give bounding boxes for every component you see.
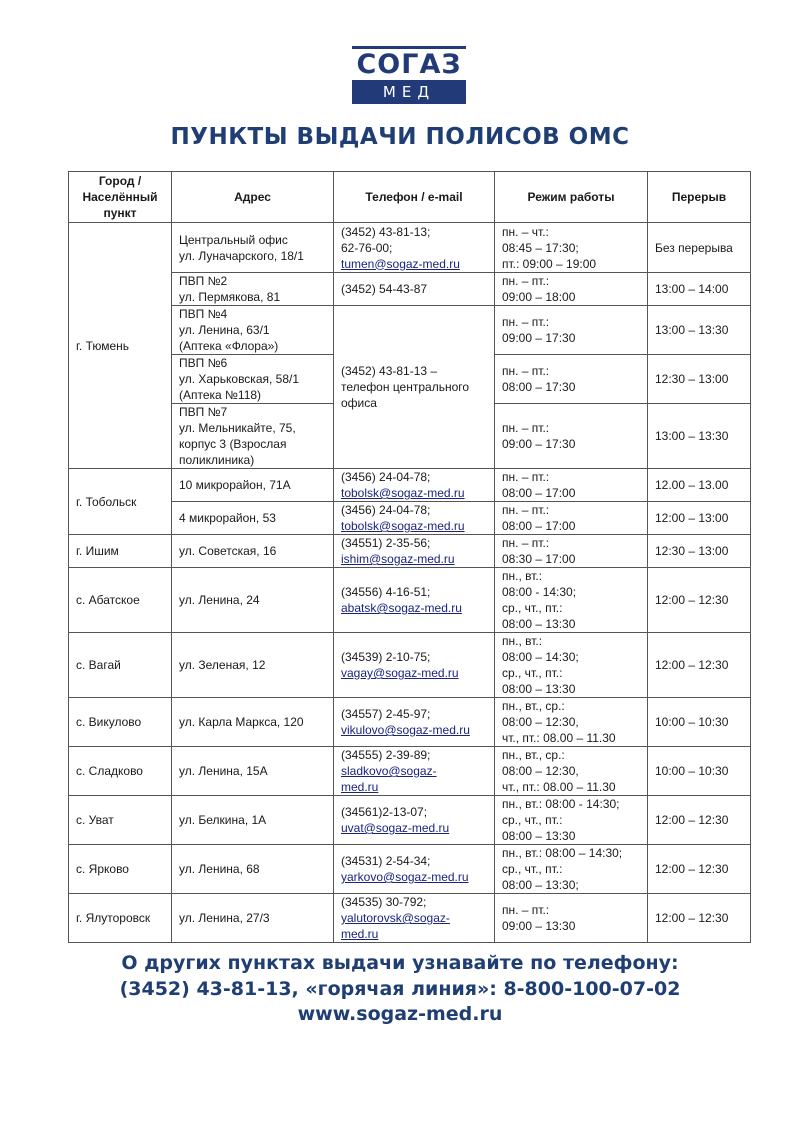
break-cell: Без перерыва [648, 223, 751, 273]
break-cell: 12:00 – 12:30 [648, 568, 751, 633]
table-row [69, 845, 751, 894]
address-cell: ул. Карла Маркса, 120 [172, 698, 334, 747]
phone-cell: (34561)2-13-07; uvat@sogaz-med.ru [334, 796, 495, 845]
table-row [69, 568, 751, 633]
table-row [69, 469, 751, 502]
phone-cell: (34555) 2-39-89; sladkovo@sogaz- med.ru [334, 747, 495, 796]
email-link[interactable]: yarkovo@sogaz-med.ru [341, 870, 469, 884]
email-link[interactable]: abatsk@sogaz-med.ru [341, 601, 462, 615]
address-cell: ул. Зеленая, 12 [172, 633, 334, 698]
break-cell: 13:00 – 13:30 [648, 306, 751, 355]
table-row [69, 502, 751, 535]
email-link[interactable]: vikulovo@sogaz-med.ru [341, 723, 470, 737]
hours-cell: пн. – пт.: 08:00 – 17:00 [495, 469, 648, 502]
break-cell: 13:00 – 13:30 [648, 404, 751, 469]
email-link[interactable]: sladkovo@sogaz- med.ru [341, 764, 437, 794]
break-cell: 12:00 – 12:30 [648, 845, 751, 894]
table-row [69, 306, 751, 355]
address-cell: ул. Ленина, 15А [172, 747, 334, 796]
address-cell: ул. Ленина, 68 [172, 845, 334, 894]
table-row [69, 698, 751, 747]
header-hours: Режим работы [495, 172, 648, 223]
table-row [69, 633, 751, 698]
city-cell: с. Ярково [69, 845, 172, 894]
address-cell: Центральный офис ул. Луначарского, 18/1 [172, 223, 334, 273]
header-break: Перерыв [648, 172, 751, 223]
table-header-row [69, 172, 751, 223]
city-cell: г. Ишим [69, 535, 172, 568]
address-cell: ул. Советская, 16 [172, 535, 334, 568]
footer-line-2: (3452) 43-81-13, «горячая линия»: 8-800-100-07-02 [119, 978, 681, 1000]
break-cell: 12:00 – 12:30 [648, 796, 751, 845]
email-link[interactable]: ishim@sogaz-med.ru [341, 552, 455, 566]
break-cell: 12:00 – 12:30 [648, 633, 751, 698]
phone-cell: (34539) 2-10-75; vagay@sogaz-med.ru [334, 633, 495, 698]
table-row [69, 273, 751, 306]
hours-cell: пн., вт.: 08:00 - 14:30; ср., чт., пт.: 08:00 – 13:30 [495, 796, 648, 845]
address-cell: ПВП №6 ул. Харьковская, 58/1 (Аптека №118) [172, 355, 334, 404]
city-cell: г. Ялуторовск [69, 894, 172, 943]
email-link[interactable]: vagay@sogaz-med.ru [341, 666, 459, 680]
break-cell: 10:00 – 10:30 [648, 747, 751, 796]
break-cell: 12:30 – 13:00 [648, 535, 751, 568]
break-cell: 13:00 – 14:00 [648, 273, 751, 306]
table-row [69, 747, 751, 796]
page-title: ПУНКТЫ ВЫДАЧИ ПОЛИСОВ ОМС [170, 124, 630, 150]
city-cell: с. Уват [69, 796, 172, 845]
break-cell: 12:00 – 12:30 [648, 894, 751, 943]
hours-cell: пн. – чт.: 08:45 – 17:30; пт.: 09:00 – 19:00 [495, 223, 648, 273]
phone-cell: (3452) 43-81-13 – телефон центрального офиса [334, 306, 495, 469]
hours-cell: пн. – пт.: 08:30 – 17:00 [495, 535, 648, 568]
phone-cell: (34535) 30-792; yalutorovsk@sogaz- med.ru [334, 894, 495, 943]
address-cell: ул. Ленина, 24 [172, 568, 334, 633]
city-cell: с. Викулово [69, 698, 172, 747]
hours-cell: пн. – пт.: 09:00 – 17:30 [495, 306, 648, 355]
hours-cell: пн. – пт.: 09:00 – 13:30 [495, 894, 648, 943]
phone-cell: (3452) 43-81-13; 62-76-00; tumen@sogaz-med.ru [334, 223, 495, 273]
table-row [69, 796, 751, 845]
city-cell: г. Тобольск [69, 469, 172, 535]
phone-cell: (34551) 2-35-56; ishim@sogaz-med.ru [334, 535, 495, 568]
phone-cell: (3456) 24-04-78; tobolsk@sogaz-med.ru [334, 502, 495, 535]
email-link[interactable]: uvat@sogaz-med.ru [341, 821, 450, 835]
city-cell: с. Сладково [69, 747, 172, 796]
hours-cell: пн., вт.: 08:00 - 14:30; ср., чт., пт.: 08:00 – 13:30 [495, 568, 648, 633]
offices-table [68, 171, 751, 943]
hours-cell: пн., вт., ср.: 08:00 – 12:30, чт., пт.: 08.00 – 11.30 [495, 747, 648, 796]
address-cell: ул. Ленина, 27/3 [172, 894, 334, 943]
footer-line-1: О других пунктах выдачи узнавайте по телефону: [121, 952, 679, 974]
city-cell: г. Тюмень [69, 223, 172, 469]
phone-cell: (34557) 2-45-97; vikulovo@sogaz-med.ru [334, 698, 495, 747]
phone-cell: (3452) 54-43-87 [334, 273, 495, 306]
city-cell: с. Абатское [69, 568, 172, 633]
address-cell: ПВП №2 ул. Пермякова, 81 [172, 273, 334, 306]
table-row [69, 223, 751, 273]
break-cell: 12:30 – 13:00 [648, 355, 751, 404]
phone-cell: (34531) 2-54-34; yarkovo@sogaz-med.ru [334, 845, 495, 894]
header-phone: Телефон / e-mail [334, 172, 495, 223]
header-city: Город / Населённый пункт [69, 172, 172, 223]
address-cell: 10 микрорайон, 71А [172, 469, 334, 502]
break-cell: 12.00 – 13.00 [648, 469, 751, 502]
logo-bottom-text: МЕД [352, 80, 466, 104]
break-cell: 12:00 – 13:00 [648, 502, 751, 535]
email-link[interactable]: tumen@sogaz-med.ru [341, 256, 460, 271]
logo-top-text: СОГАЗ [352, 46, 466, 80]
address-cell: ПВП №7 ул. Мельникайте, 75, корпус 3 (Взрослая поликлиника) [172, 404, 334, 469]
table-row [69, 894, 751, 943]
footer-website-link[interactable]: www.sogaz-med.ru [297, 1003, 503, 1025]
hours-cell: пн. – пт.: 09:00 – 18:00 [495, 273, 648, 306]
hours-cell: пн., вт., ср.: 08:00 – 12:30, чт., пт.: 08.00 – 11.30 [495, 698, 648, 747]
email-link[interactable]: yalutorovsk@sogaz- med.ru [341, 911, 450, 941]
address-cell: 4 микрорайон, 53 [172, 502, 334, 535]
table-row [69, 535, 751, 568]
email-link[interactable]: tobolsk@sogaz-med.ru [341, 486, 465, 500]
phone-cell: (3456) 24-04-78; tobolsk@sogaz-med.ru [334, 469, 495, 502]
phone-cell: (34556) 4-16-51; abatsk@sogaz-med.ru [334, 568, 495, 633]
address-cell: ул. Белкина, 1А [172, 796, 334, 845]
hours-cell: пн. – пт.: 09:00 – 17:30 [495, 404, 648, 469]
header-address: Адрес [172, 172, 334, 223]
email-link[interactable]: tobolsk@sogaz-med.ru [341, 519, 465, 533]
hours-cell: пн. – пт.: 08:00 – 17:00 [495, 502, 648, 535]
break-cell: 10:00 – 10:30 [648, 698, 751, 747]
sogaz-med-logo [352, 46, 466, 104]
city-cell: с. Вагай [69, 633, 172, 698]
hours-cell: пн., вт.: 08:00 – 14:30; ср., чт., пт.: 08:00 – 13:30 [495, 633, 648, 698]
hours-cell: пн., вт.: 08:00 – 14:30; ср., чт., пт.: 08:00 – 13:30; [495, 845, 648, 894]
hours-cell: пн. – пт.: 08:00 – 17:30 [495, 355, 648, 404]
address-cell: ПВП №4 ул. Ленина, 63/1 (Аптека «Флора») [172, 306, 334, 355]
